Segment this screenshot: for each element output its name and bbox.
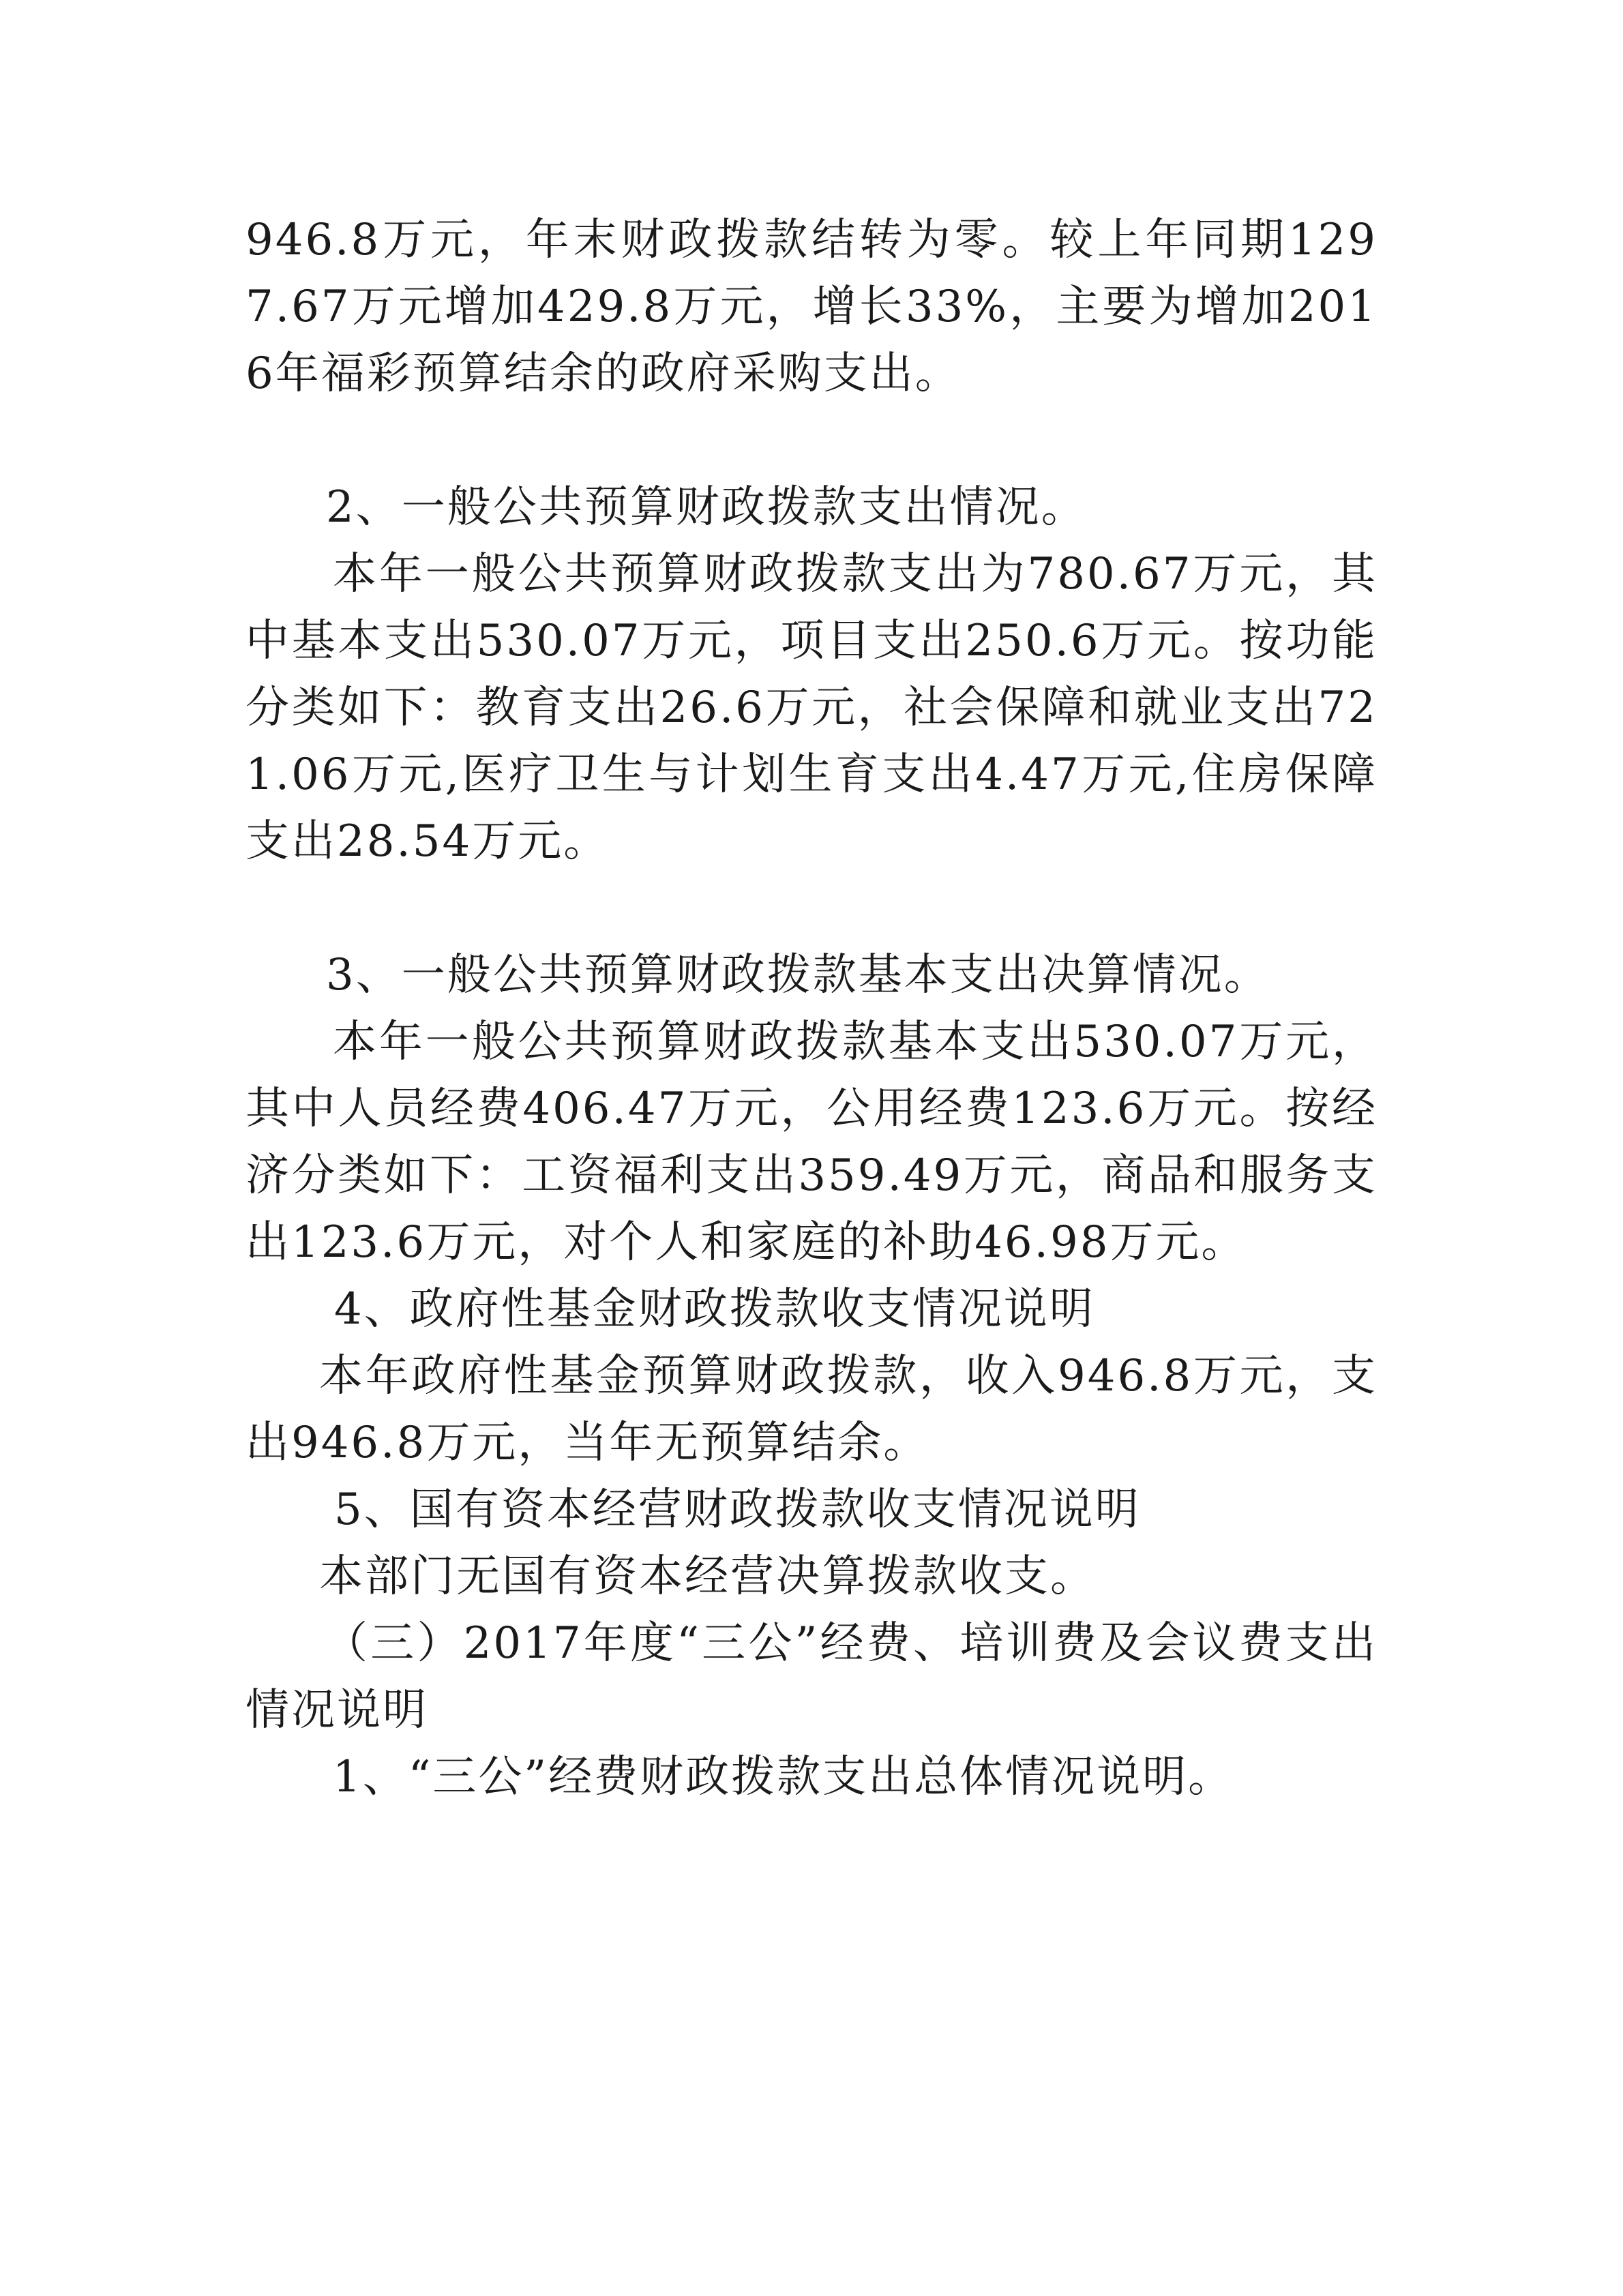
paragraph-state-capital: 本部门无国有资本经营决算拨款收支。 (319, 1551, 1096, 1602)
paragraph-general-budget-expenditure: 本年一般公共预算财政拨款支出为780.67万元，其中基本支出530.07万元，项目支出250.6万元。按功能分类如下：教育支出26.6万元，社会保障和就业支出721.06万元,医疗卫生与计划生育支出4.47万元,住房保障支出28.54万元。 (245, 549, 1378, 867)
heading-three-public-expenses: （三）2017年度“三公”经费、培训费及会议费支出情况说明 (245, 1618, 1378, 1735)
paragraph-basic-expenditure: 本年一般公共预算财政拨款基本支出530.07万元，其中人员经费406.47万元，公用经费123.6万元。按经济分类如下：工资福利支出359.49万元，商品和服务支出123.6万元，对个人和家庭的补助46.98万元。 (245, 1017, 1378, 1268)
heading-general-budget-expenditure: 2、一般公共预算财政拨款支出情况。 (326, 482, 1087, 533)
heading-basic-expenditure: 3、一般公共预算财政拨款基本支出决算情况。 (326, 950, 1270, 1000)
heading-state-capital: 5、国有资本经营财政拨款收支情况说明 (334, 1485, 1141, 1535)
paragraph-government-fund: 本年政府性基金预算财政拨款，收入946.8万元，支出946.8万元，当年无预算结余。 (245, 1351, 1378, 1468)
heading-three-public-overall: 1、“三公”经费财政拨款支出总体情况说明。 (333, 1752, 1234, 1802)
heading-government-fund: 4、政府性基金财政拨款收支情况说明 (334, 1284, 1095, 1335)
paragraph-budget-carryover: 946.8万元，年末财政拨款结转为零。较上年同期1297.67万元增加429.8万元，增长33%，主要为增加2016年福彩预算结余的政府采购支出。 (245, 215, 1378, 399)
